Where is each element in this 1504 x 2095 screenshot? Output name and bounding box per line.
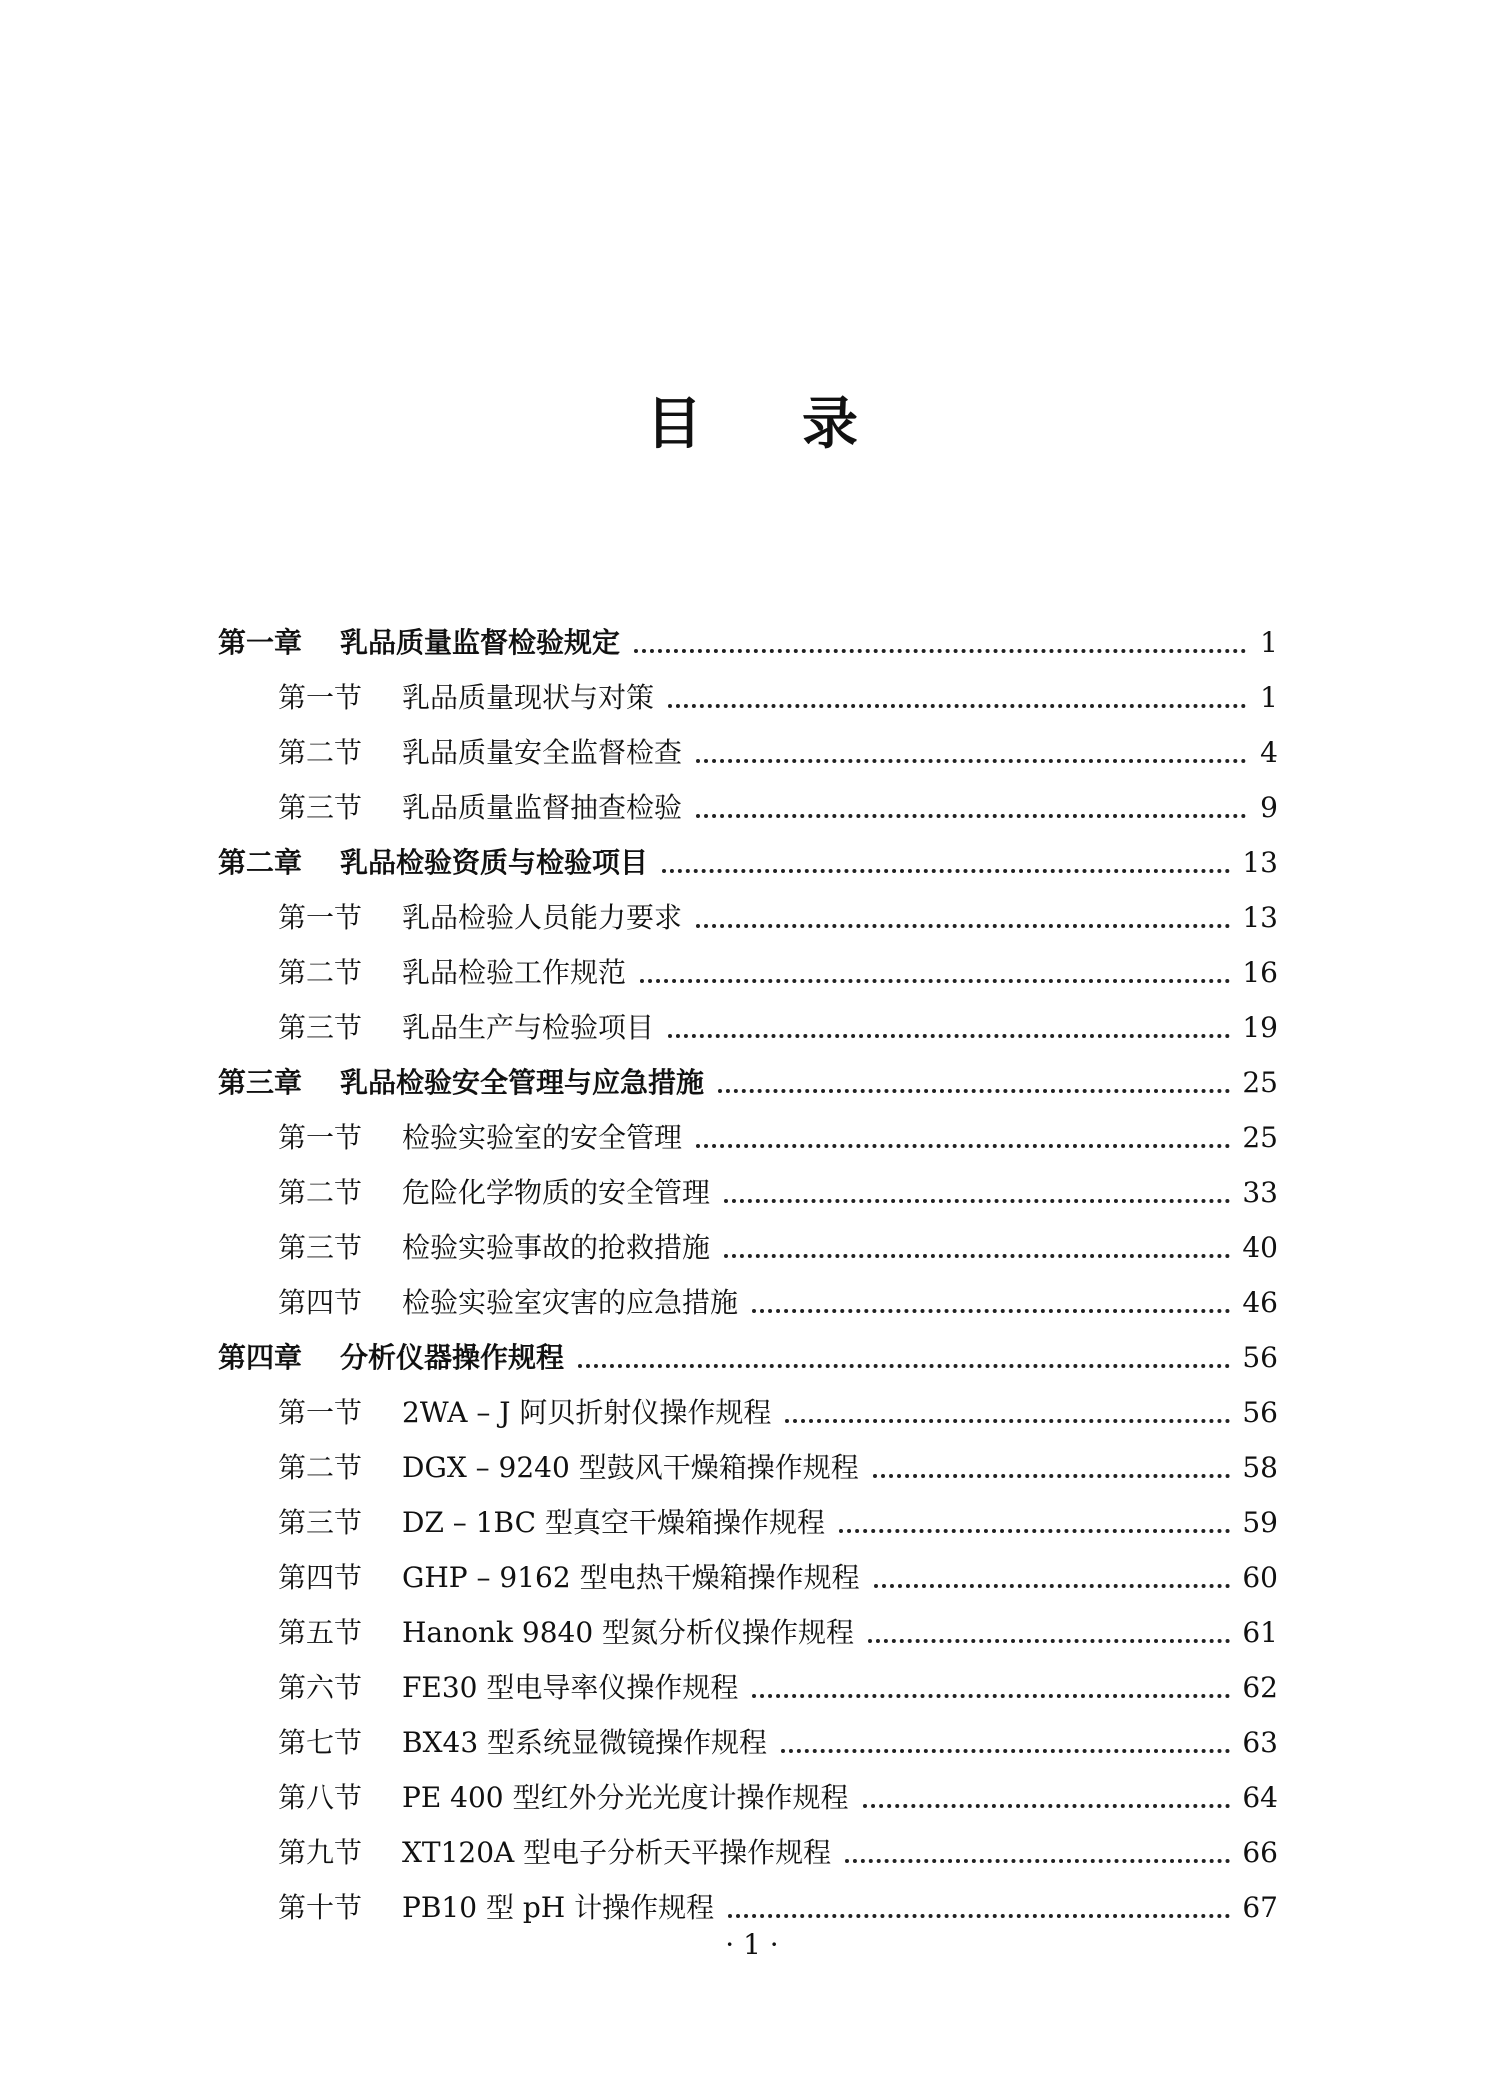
entry-title: Hanonk 9840 型氮分析仪操作规程 <box>402 1616 855 1649</box>
page-number: 1 <box>1260 626 1278 659</box>
entry-title: 检验实验室的安全管理 <box>402 1121 683 1154</box>
page-number: 56 <box>1242 1396 1278 1429</box>
entry-number: 第一章 <box>218 626 303 659</box>
dot-leader <box>781 1749 1230 1753</box>
entry-number: 第十节 <box>278 1891 363 1924</box>
entry-number: 第八节 <box>278 1781 363 1814</box>
entry-title: 2WA – J 阿贝折射仪操作规程 <box>402 1396 772 1429</box>
dot-leader <box>668 1034 1230 1038</box>
page-number: 56 <box>1242 1341 1278 1374</box>
toc-row-chapter[interactable] <box>218 1045 1278 1100</box>
entry-title: 乳品质量安全监督检查 <box>402 736 683 769</box>
toc-row-section[interactable] <box>218 1155 1278 1210</box>
page-number: 4 <box>1260 736 1278 769</box>
toc-row-section[interactable] <box>218 770 1278 825</box>
entry-number: 第三节 <box>278 1011 363 1044</box>
toc-row-section[interactable] <box>218 1375 1278 1430</box>
entry-title: DGX – 9240 型鼓风干燥箱操作规程 <box>402 1451 859 1484</box>
dot-leader <box>868 1639 1230 1643</box>
dot-leader <box>873 1474 1231 1478</box>
dot-leader <box>696 924 1230 928</box>
dot-leader <box>634 649 1246 653</box>
dot-leader <box>668 704 1246 708</box>
entry-number: 第五节 <box>278 1616 363 1649</box>
footer-page-number: · 1 · <box>725 1928 779 1961</box>
dot-leader <box>578 1364 1230 1368</box>
dot-leader <box>724 1199 1230 1203</box>
entry-title: BX43 型系统显微镜操作规程 <box>402 1726 768 1759</box>
toc-row-section[interactable] <box>218 880 1278 935</box>
dot-leader <box>640 979 1230 983</box>
title-char-1: 目 <box>646 391 702 457</box>
dot-leader <box>662 869 1230 873</box>
page-number: 13 <box>1242 901 1278 934</box>
toc-row-chapter[interactable] <box>218 1320 1278 1375</box>
dot-leader <box>845 1859 1230 1863</box>
page-number: 25 <box>1242 1121 1278 1154</box>
page-number: 25 <box>1242 1066 1278 1099</box>
dot-leader <box>696 1144 1230 1148</box>
page-number: 61 <box>1242 1616 1278 1649</box>
entry-number: 第三节 <box>278 1231 363 1264</box>
dot-leader <box>752 1309 1230 1313</box>
table-of-contents <box>218 605 1278 1925</box>
page-number: 16 <box>1242 956 1278 989</box>
entry-title: PB10 型 pH 计操作规程 <box>402 1891 715 1924</box>
page-number: 1 <box>1260 681 1278 714</box>
page-number: 13 <box>1242 846 1278 879</box>
toc-row-section[interactable] <box>218 1265 1278 1320</box>
entry-number: 第三节 <box>278 791 363 824</box>
entry-number: 第三章 <box>218 1066 303 1099</box>
page-number: 67 <box>1242 1891 1278 1924</box>
page-title <box>0 380 1504 460</box>
entry-number: 第四节 <box>278 1561 363 1594</box>
entry-title: PE 400 型红外分光光度计操作规程 <box>402 1781 849 1814</box>
entry-number: 第一节 <box>278 681 363 714</box>
entry-title: 检验实验室灾害的应急措施 <box>402 1286 739 1319</box>
toc-row-section[interactable] <box>218 1430 1278 1485</box>
entry-title: 乳品质量监督抽查检验 <box>402 791 683 824</box>
toc-row-chapter[interactable] <box>218 605 1278 660</box>
toc-row-section[interactable] <box>218 715 1278 770</box>
toc-row-section[interactable] <box>218 1485 1278 1540</box>
entry-title: 乳品质量监督检验规定 <box>340 626 621 659</box>
entry-number: 第一节 <box>278 1121 363 1154</box>
entry-number: 第二节 <box>278 736 363 769</box>
page-number: 19 <box>1242 1011 1278 1044</box>
toc-row-section[interactable] <box>218 1650 1278 1705</box>
dot-leader <box>839 1529 1230 1533</box>
entry-number: 第二节 <box>278 956 363 989</box>
entry-title: 乳品检验工作规范 <box>402 956 627 989</box>
entry-title: XT120A 型电子分析天平操作规程 <box>402 1836 832 1869</box>
dot-leader <box>728 1914 1230 1918</box>
entry-number: 第三节 <box>278 1506 363 1539</box>
toc-row-section[interactable] <box>218 1540 1278 1595</box>
dot-leader <box>696 814 1246 818</box>
dot-leader <box>785 1419 1230 1423</box>
dot-leader <box>718 1089 1230 1093</box>
entry-number: 第二节 <box>278 1176 363 1209</box>
entry-title: 乳品质量现状与对策 <box>402 681 655 714</box>
page-number: 60 <box>1242 1561 1278 1594</box>
toc-row-section[interactable] <box>218 1760 1278 1815</box>
toc-row-section[interactable] <box>218 1815 1278 1870</box>
toc-row-section[interactable] <box>218 660 1278 715</box>
entry-title: 乳品检验资质与检验项目 <box>340 846 649 879</box>
toc-row-section[interactable] <box>218 1210 1278 1265</box>
page-number: 59 <box>1242 1506 1278 1539</box>
entry-number: 第四节 <box>278 1286 363 1319</box>
page-number: 46 <box>1242 1286 1278 1319</box>
toc-row-section[interactable] <box>218 935 1278 990</box>
entry-title: 乳品生产与检验项目 <box>402 1011 655 1044</box>
toc-row-section[interactable] <box>218 1100 1278 1155</box>
dot-leader <box>724 1254 1230 1258</box>
entry-title: FE30 型电导率仪操作规程 <box>402 1671 739 1704</box>
entry-number: 第六节 <box>278 1671 363 1704</box>
entry-title: 分析仪器操作规程 <box>340 1341 565 1374</box>
entry-title: 乳品检验人员能力要求 <box>402 901 683 934</box>
toc-row-chapter[interactable] <box>218 825 1278 880</box>
page-number: 66 <box>1242 1836 1278 1869</box>
title-char-2: 录 <box>802 391 858 457</box>
toc-row-section[interactable] <box>218 990 1278 1045</box>
entry-number: 第二章 <box>218 846 303 879</box>
entry-title: 危险化学物质的安全管理 <box>402 1176 711 1209</box>
entry-number: 第一节 <box>278 901 363 934</box>
entry-number: 第九节 <box>278 1836 363 1869</box>
entry-number: 第四章 <box>218 1341 303 1374</box>
dot-leader <box>752 1694 1230 1698</box>
dot-leader <box>696 759 1246 763</box>
page-number: 62 <box>1242 1671 1278 1704</box>
entry-title: DZ – 1BC 型真空干燥箱操作规程 <box>402 1506 825 1539</box>
page-number: 64 <box>1242 1781 1278 1814</box>
entry-number: 第一节 <box>278 1396 363 1429</box>
page-number: 9 <box>1260 791 1278 824</box>
toc-row-section[interactable] <box>218 1870 1278 1925</box>
entry-title: 检验实验事故的抢救措施 <box>402 1231 711 1264</box>
entry-number: 第二节 <box>278 1451 363 1484</box>
entry-number: 第七节 <box>278 1726 363 1759</box>
toc-row-section[interactable] <box>218 1595 1278 1650</box>
toc-row-section[interactable] <box>218 1705 1278 1760</box>
page-number: 63 <box>1242 1726 1278 1759</box>
entry-title: GHP – 9162 型电热干燥箱操作规程 <box>402 1561 860 1594</box>
page-number: 58 <box>1242 1451 1278 1484</box>
dot-leader <box>874 1584 1231 1588</box>
page-number: 40 <box>1242 1231 1278 1264</box>
dot-leader <box>863 1804 1231 1808</box>
page-number: 33 <box>1242 1176 1278 1209</box>
entry-title: 乳品检验安全管理与应急措施 <box>340 1066 705 1099</box>
